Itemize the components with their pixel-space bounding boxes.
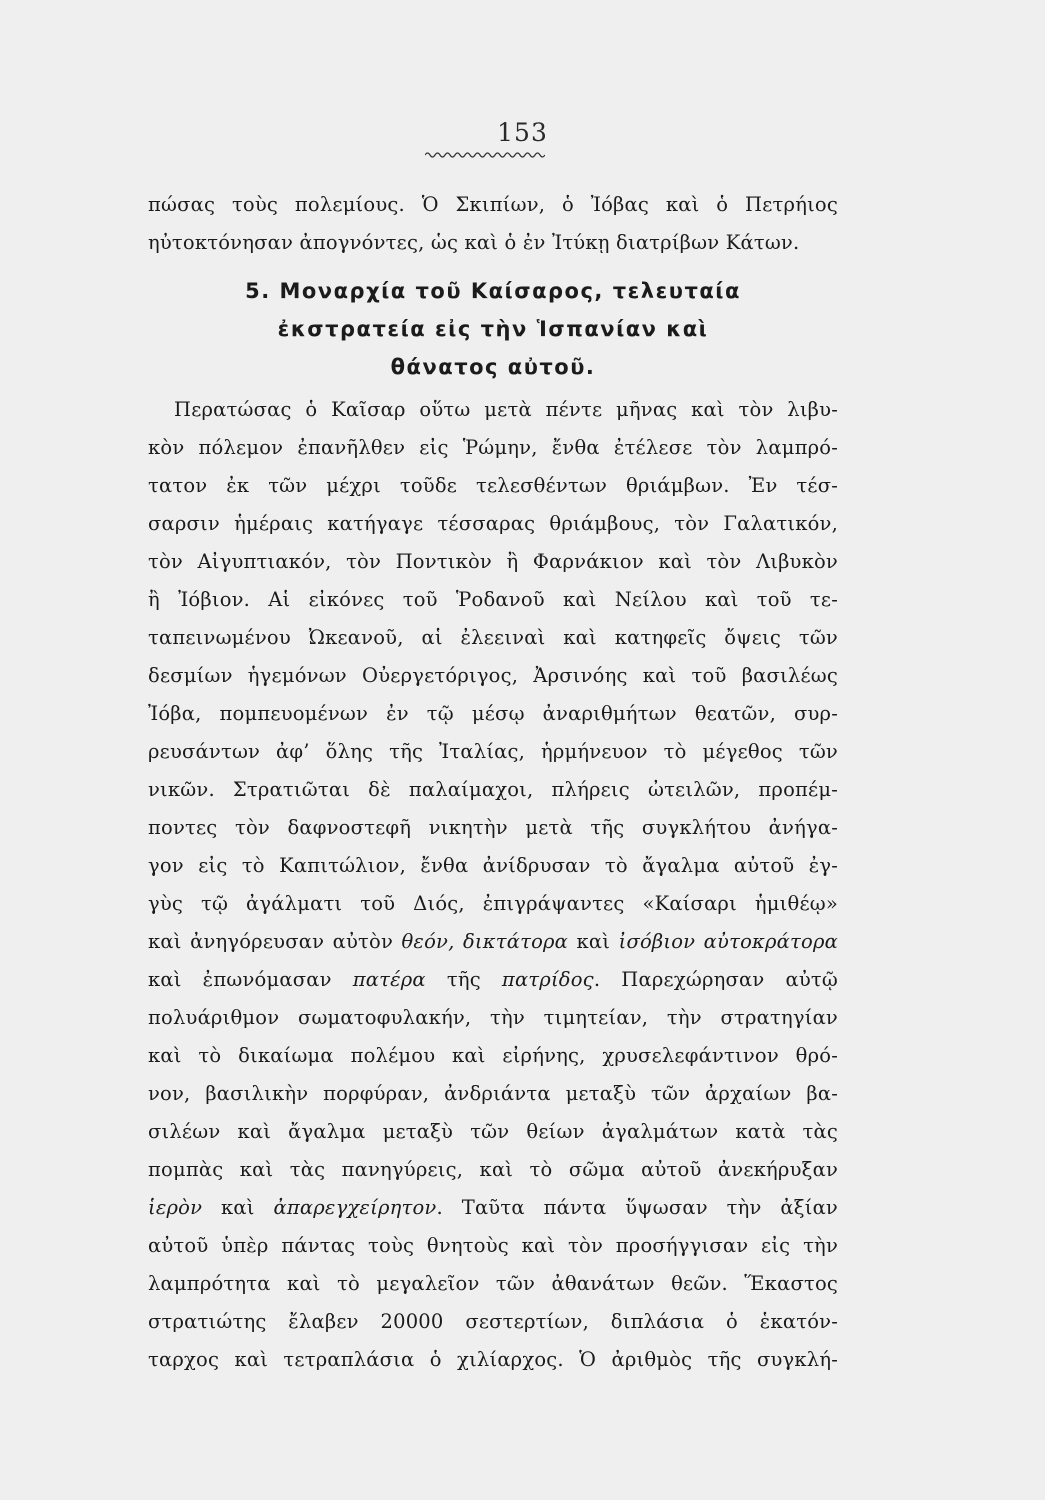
page-number: 153 <box>497 118 548 147</box>
italic-run: πατρίδος <box>501 968 594 991</box>
text-line: Περατώσας ὁ Καῖσαρ οὕτω μετὰ πέντε μῆνας καὶ τὸν λιβυ- <box>174 398 838 421</box>
text-line: ταρχος καὶ τετραπλάσια ὁ χιλίαρχος. Ὁ ἀριθμὸς τῆς συγκλή- <box>148 1348 838 1371</box>
text-line: καὶ τὸ δικαίωμα πολέμου καὶ εἰρήνης, χρυσελεφάντινον θρό- <box>148 1044 838 1067</box>
body-paragraph <box>148 391 838 1379</box>
text-line <box>148 1189 838 1227</box>
italic-run: ἱερὸν <box>148 1196 203 1219</box>
section-heading <box>148 272 838 386</box>
text-line: σαρσιν ἡμέραις κατήγαγε τέσσαρας θριάμβους, τὸν Γαλατικόν, <box>148 512 838 535</box>
italic-run: ἰσόβιον αὐτοκράτορα <box>618 930 839 953</box>
text-line: ηὐτοκτόνησαν ἀπογνόντες, ὡς καὶ ὁ ἐν Ἰτύκῃ διατρίβων Κάτων. <box>148 231 800 254</box>
text-line: πώσας τοὺς πολεμίους. Ὁ Σκιπίων, ὁ Ἰόβας καὶ ὁ Πετρήιος <box>148 193 838 216</box>
text-line <box>148 923 838 961</box>
text-line: τὸν Αἰγυπτιακόν, τὸν Ποντικὸν ἢ Φαρνάκιον καὶ τὸν Λιβυκὸν <box>148 550 838 573</box>
text-run: . Ταῦτα πάντα ὕψωσαν τὴν ἀξίαν <box>436 1196 838 1219</box>
italic-run: πατέρα <box>352 968 426 991</box>
text-run: καὶ ἐπωνόμασαν <box>148 968 353 991</box>
text-line: ρευσάντων ἀφ’ ὅλης τῆς Ἰταλίας, ἡρμήνευον τὸ μέγεθος τῶν <box>148 740 838 763</box>
text-line: πομπὰς καὶ τὰς πανηγύρεις, καὶ τὸ σῶμα αὐτοῦ ἀνεκήρυξαν <box>148 1158 838 1181</box>
text-run: τῆς <box>425 968 502 991</box>
text-line: ταπεινωμένου Ὠκεανοῦ, αἱ ἐλεειναὶ καὶ κατηφεῖς ὄψεις τῶν <box>148 626 838 649</box>
text-line: νικῶν. Στρατιῶται δὲ παλαίμαχοι, πλήρεις ὠτειλῶν, προπέμ- <box>148 778 838 801</box>
intro-text <box>148 186 838 262</box>
text-line: Ἰόβα, πομπευομένων ἐν τῷ μέσῳ ἀναριθμήτων θεατῶν, συρ- <box>148 702 838 725</box>
text-line: ἢ Ἰόβιον. Αἱ εἰκόνες τοῦ Ῥοδανοῦ καὶ Νείλου καὶ τοῦ τε- <box>148 588 838 611</box>
italic-run: ἀπαρεγχείρητον <box>273 1196 437 1219</box>
text-line: τατον ἐκ τῶν μέχρι τοῦδε τελεσθέντων θριάμβων. Ἐν τέσ- <box>148 474 838 497</box>
text-line: λαμπρότητα καὶ τὸ μεγαλεῖον τῶν ἀθανάτων θεῶν. Ἕκαστος <box>148 1272 838 1295</box>
text-run: . Παρεχώρησαν αὐτῷ <box>593 968 838 991</box>
text-line: νον, βασιλικὴν πορφύραν, ἀνδριάντα μεταξὺ τῶν ἀρχαίων βα- <box>148 1082 838 1105</box>
text-line: ποντες τὸν δαφνοστεφῆ νικητὴν μετὰ τῆς συγκλήτου ἀνήγα- <box>148 816 838 839</box>
text-line: κὸν πόλεμον ἐπανῆλθεν εἰς Ῥώμην, ἔνθα ἐτέλεσε τὸν λαμπρό- <box>148 436 838 459</box>
text-run: καὶ <box>202 1196 274 1219</box>
wavy-rule-ornament <box>425 150 545 160</box>
text-line: στρατιώτης ἔλαβεν 20000 σεστερτίων, διπλάσια ὁ ἑκατόν- <box>148 1310 838 1333</box>
text-line: γὺς τῷ ἀγάλματι τοῦ Διός, ἐπιγράψαντες «Καίσαρι ἡμιθέῳ» <box>148 892 838 915</box>
text-run: καὶ <box>568 930 619 953</box>
heading-line: θάνατος αὐτοῦ. <box>390 355 596 379</box>
text-run: καὶ ἀνηγόρευσαν αὐτὸν <box>148 930 402 953</box>
heading-line: ἐκστρατεία εἰς τὴν Ἱσπανίαν καὶ <box>277 317 709 341</box>
text-line <box>148 961 838 999</box>
heading-line: 5. Μοναρχία τοῦ Καίσαρος, τελευταία <box>245 279 741 303</box>
text-line: αὐτοῦ ὑπὲρ πάντας τοὺς θνητοὺς καὶ τὸν προσήγγισαν εἰς τὴν <box>148 1234 838 1257</box>
text-line: σιλέων καὶ ἄγαλμα μεταξὺ τῶν θείων ἀγαλμάτων κατὰ τὰς <box>148 1120 838 1143</box>
text-line: γον εἰς τὸ Καπιτώλιον, ἔνθα ἀνίδρυσαν τὸ ἄγαλμα αὐτοῦ ἐγ- <box>148 854 838 877</box>
italic-run: θεόν, δικτάτορα <box>401 930 569 953</box>
text-line: δεσμίων ἡγεμόνων Οὐεργετόριγος, Ἀρσινόης καὶ τοῦ βασιλέως <box>148 664 838 687</box>
text-line: πολυάριθμον σωματοφυλακήν, τὴν τιμητείαν, τὴν στρατηγίαν <box>148 1006 838 1029</box>
